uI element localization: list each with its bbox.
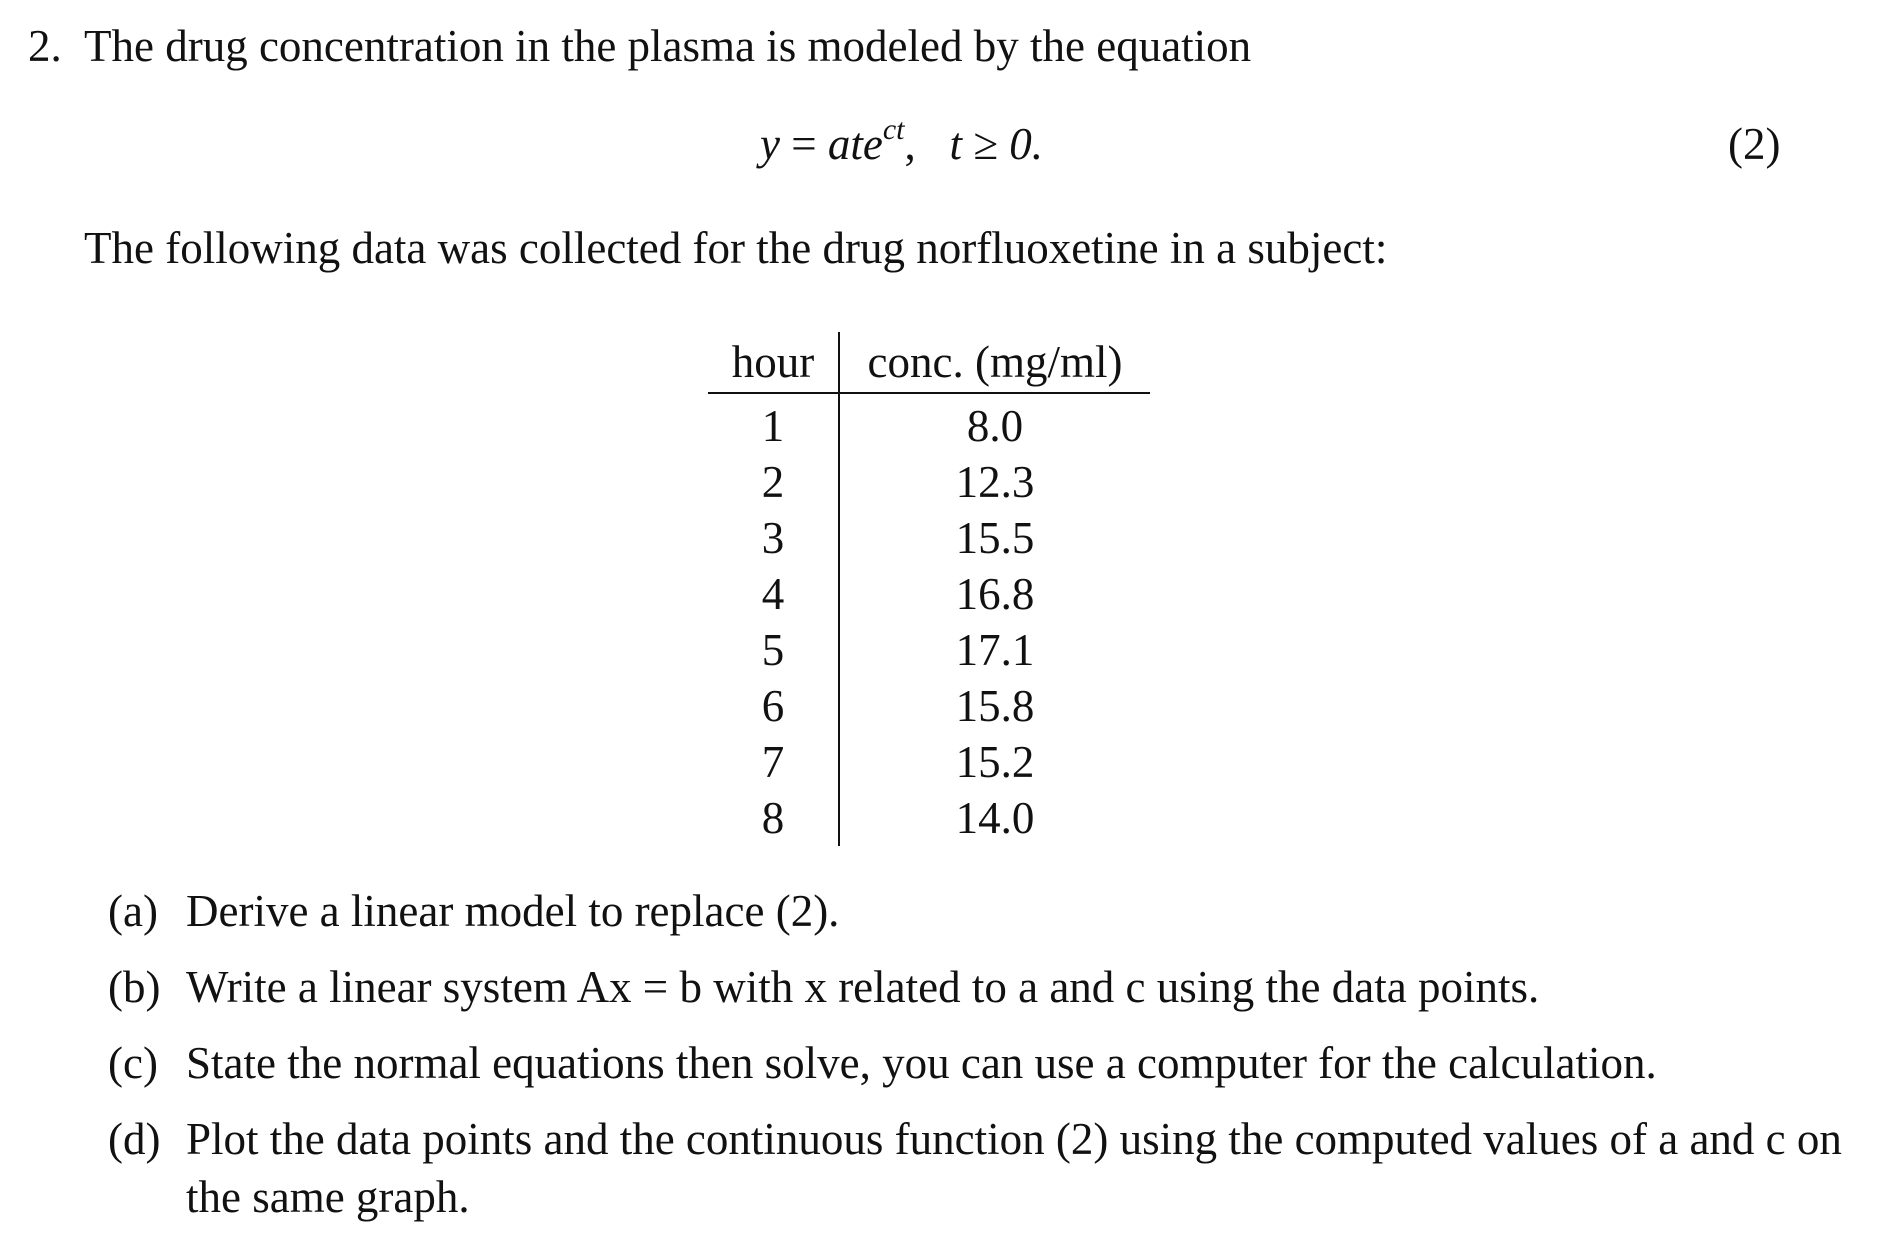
part-b-label: (b)	[108, 962, 161, 1012]
conc-cell: 15.2	[955, 737, 1035, 787]
problem-number: 2.	[28, 21, 62, 71]
table-row	[708, 734, 1150, 790]
equation-separator: ,	[904, 119, 916, 169]
part-a-label: (a)	[108, 886, 158, 936]
conc-cell: 17.1	[955, 625, 1035, 675]
hour-cell: 3	[708, 510, 839, 566]
hour-cell: 2	[708, 454, 839, 510]
hour-cell: 5	[708, 622, 839, 678]
conc-cell: 14.0	[955, 793, 1035, 843]
conc-cell: 8.0	[966, 401, 1024, 451]
part-d-label: (d)	[108, 1114, 161, 1164]
table-header-row	[708, 332, 1150, 393]
data-intro: The following data was collected for the drug norfluoxetine in a subject:	[84, 223, 1388, 273]
part-a-text: Derive a linear model to replace (2).	[186, 886, 840, 936]
part-c-text: State the normal equations then solve, you can use a computer for the calculation.	[186, 1038, 1657, 1088]
model-equation	[760, 113, 1043, 169]
conc-cell: 15.5	[955, 513, 1035, 563]
header-hour: hour	[708, 332, 839, 393]
hour-cell: 8	[708, 790, 839, 846]
problem-statement	[28, 21, 1252, 71]
problem-intro-text: The drug concentration in the plasma is modeled by the equation	[84, 21, 1252, 71]
equation-condition: t ≥ 0.	[949, 119, 1043, 169]
table-row	[708, 393, 1150, 454]
conc-cell: 16.8	[955, 569, 1035, 619]
table-row	[708, 790, 1150, 846]
table-row	[708, 678, 1150, 734]
table-row	[708, 622, 1150, 678]
hour-cell: 7	[708, 734, 839, 790]
table-row	[708, 566, 1150, 622]
equation-lhs: y	[760, 119, 780, 169]
hour-cell: 1	[708, 393, 839, 454]
hour-cell: 6	[708, 678, 839, 734]
part-d-text: Plot the data points and the continuous function (2) using the computed values of a and c on the same graph.	[186, 1114, 1842, 1222]
conc-cell: 15.8	[955, 681, 1035, 731]
table-row	[708, 454, 1150, 510]
conc-cell: 12.3	[955, 457, 1035, 507]
equation-number: (2)	[1728, 119, 1781, 169]
header-concentration: conc. (mg/ml)	[839, 332, 1150, 393]
part-b-text: Write a linear system Ax = b with x related to a and c using the data points.	[186, 962, 1540, 1012]
equation-rhs: ate	[827, 119, 883, 169]
part-c-label: (c)	[108, 1038, 158, 1088]
equation-exponent: ct	[882, 113, 905, 146]
hour-cell: 4	[708, 566, 839, 622]
equation-equals: =	[791, 119, 817, 169]
table-row	[708, 510, 1150, 566]
data-table	[708, 332, 1150, 846]
